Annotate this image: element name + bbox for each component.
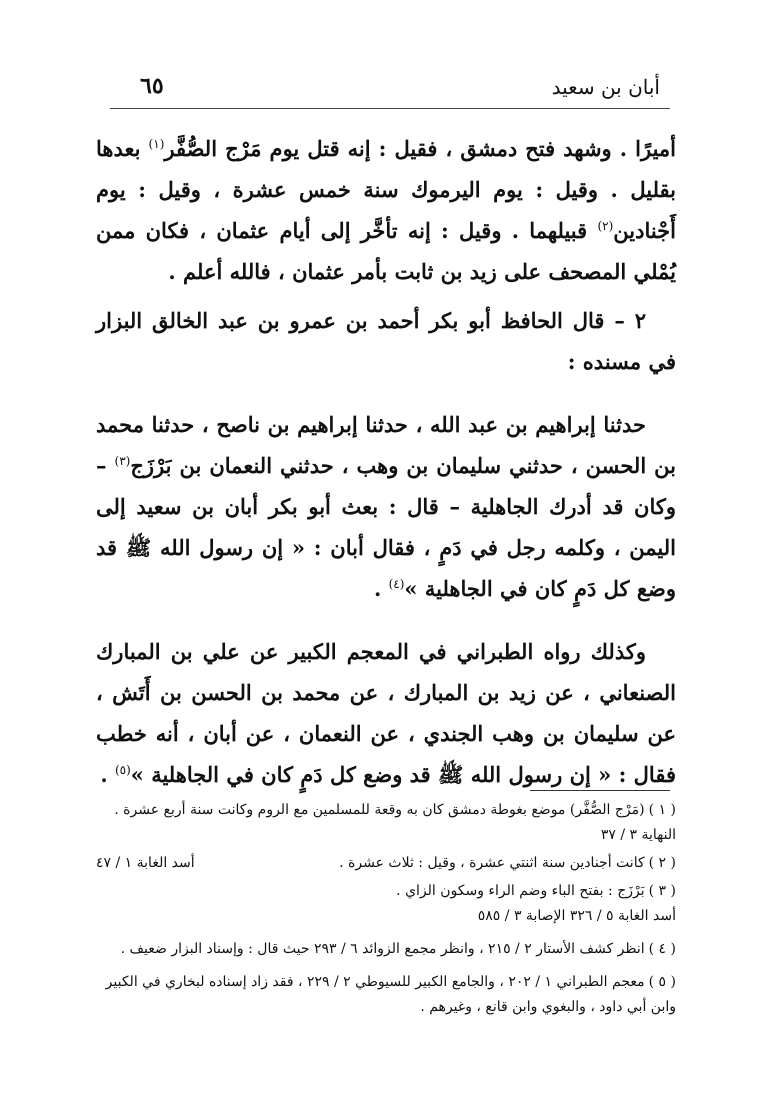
footnote-5-number: ( ٥ ) [648,974,676,990]
paragraph-1-text-a: أميرًا . وشهد فتح دمشق ، فقيل : إنه قتل يوم مَرْج الصُّفَّر [164,136,676,161]
header-rule [110,108,670,109]
paragraph-3 [96,404,676,609]
footnote-3 [96,879,676,929]
footnote-5 [96,970,676,1020]
running-title: أبان بن سعيد [551,75,660,99]
footnotes [96,798,676,1023]
footnote-1 [96,798,676,848]
footnote-ref-2: (٢) [597,219,614,233]
footnote-ref-3: (٣) [114,454,131,468]
footnote-ref-4: (٤) [388,577,405,591]
footnote-rule [530,790,670,791]
paragraph-3-text-a: حدثنا إبراهيم بن عبد الله ، حدثنا إبراهيم بن ناصح ، حدثنا محمد بن الحسن ، حدثني سليمان بن وهب ، حدثني النعمان بن بَرْزَج [96,412,677,478]
footnote-1-number: ( ١ ) [648,802,676,818]
footnote-4 [96,937,676,962]
footnote-3-reference: أسد الغابة ٥ / ٣٢٦ الإصابة ٣ / ٥٨٥ [477,908,676,924]
footnote-2 [96,851,676,876]
paragraph-2: ٢ – قال الحافظ أبو بكر أحمد بن عمرو بن عبد الخالق البزار في مسنده : [96,308,676,374]
page-number: ٦٥ [140,73,164,99]
footnote-2-text: كانت أجنادين سنة اثنتي عشرة ، وقيل : ثلاث عشرة . [339,855,645,871]
paragraph-4-text-b: . [100,762,115,787]
footnote-3-number: ( ٣ ) [648,883,676,899]
footnote-2-reference: أسد الغابة ١ / ٤٧ [96,855,195,871]
footnote-4-number: ( ٤ ) [648,941,676,957]
paragraph-4 [96,631,676,795]
paragraph-1-text-b: بعدها بقليل . وقيل : يوم اليرموك سنة خمس عشرة ، وقيل : يوم أَجْنادين [96,136,676,243]
paragraph-1-text-c: قبيلهما . وقيل : إنه تأخَّر إلى أيام عثمان ، فكان ممن يُمْلي المصحف على زيد بن ثابت بأمر عثمان ، فالله أعلم . [96,218,676,284]
paragraph-4-text-a: وكذلك رواه الطبراني في المعجم الكبير عن علي بن المبارك الصنعاني ، عن زيد بن المبارك ، عن محمد بن الحسن بن أَتَش ، عن سليمان بن وهب الجندي ، عن النعمان ، عن أبان ، أنه خطب فقال : « إن رسول الله ﷺ قد وضع كل دَمٍ كان في الجاهلية » [96,639,676,787]
footnote-2-number: ( ٢ ) [648,855,676,871]
running-header [100,73,660,103]
paragraph-3-text-b: – وكان قد أدرك الجاهلية – قال : بعث أبو بكر أبان بن سعيد إلى اليمن ، وكلمه رجل في دَمٍ ، فقال أبان : « إن رسول الله ﷺ قد وضع كل دَمٍ كان في الجاهلية » [96,453,676,601]
footnote-1-text: (مَرْج الصُّفَّر) موضع بغوطة دمشق كان به وقعة للمسلمين مع الروم وكانت سنة أربع عشرة . النهاية ٣ / ٣٧ [114,802,676,843]
footnote-4-text: انظر كشف الأستار ٢ / ٢١٥ ، وانظر مجمع الزوائد ٦ / ٢٩٣ حيث قال : وإسناد البزار ضعيف . [120,941,645,957]
footnote-3-text: بَرْزَج : بفتح الباء وضم الراء وسكون الزاي . [396,883,645,899]
paragraph-3-text-c: . [373,576,389,601]
footnote-ref-1: (١) [148,137,165,151]
paragraph-1 [96,128,676,292]
footnote-ref-5: (٥) [114,763,131,777]
footnote-5-text: معجم الطبراني ١ / ٢٠٢ ، والجامع الكبير للسيوطي ٢ / ٢٢٩ ، فقد زاد إسناده لبخاري في الكبير وابن أبي داود ، والبغوي وابن قانع ، وغيرهم . [105,974,676,1015]
main-text [96,128,676,795]
